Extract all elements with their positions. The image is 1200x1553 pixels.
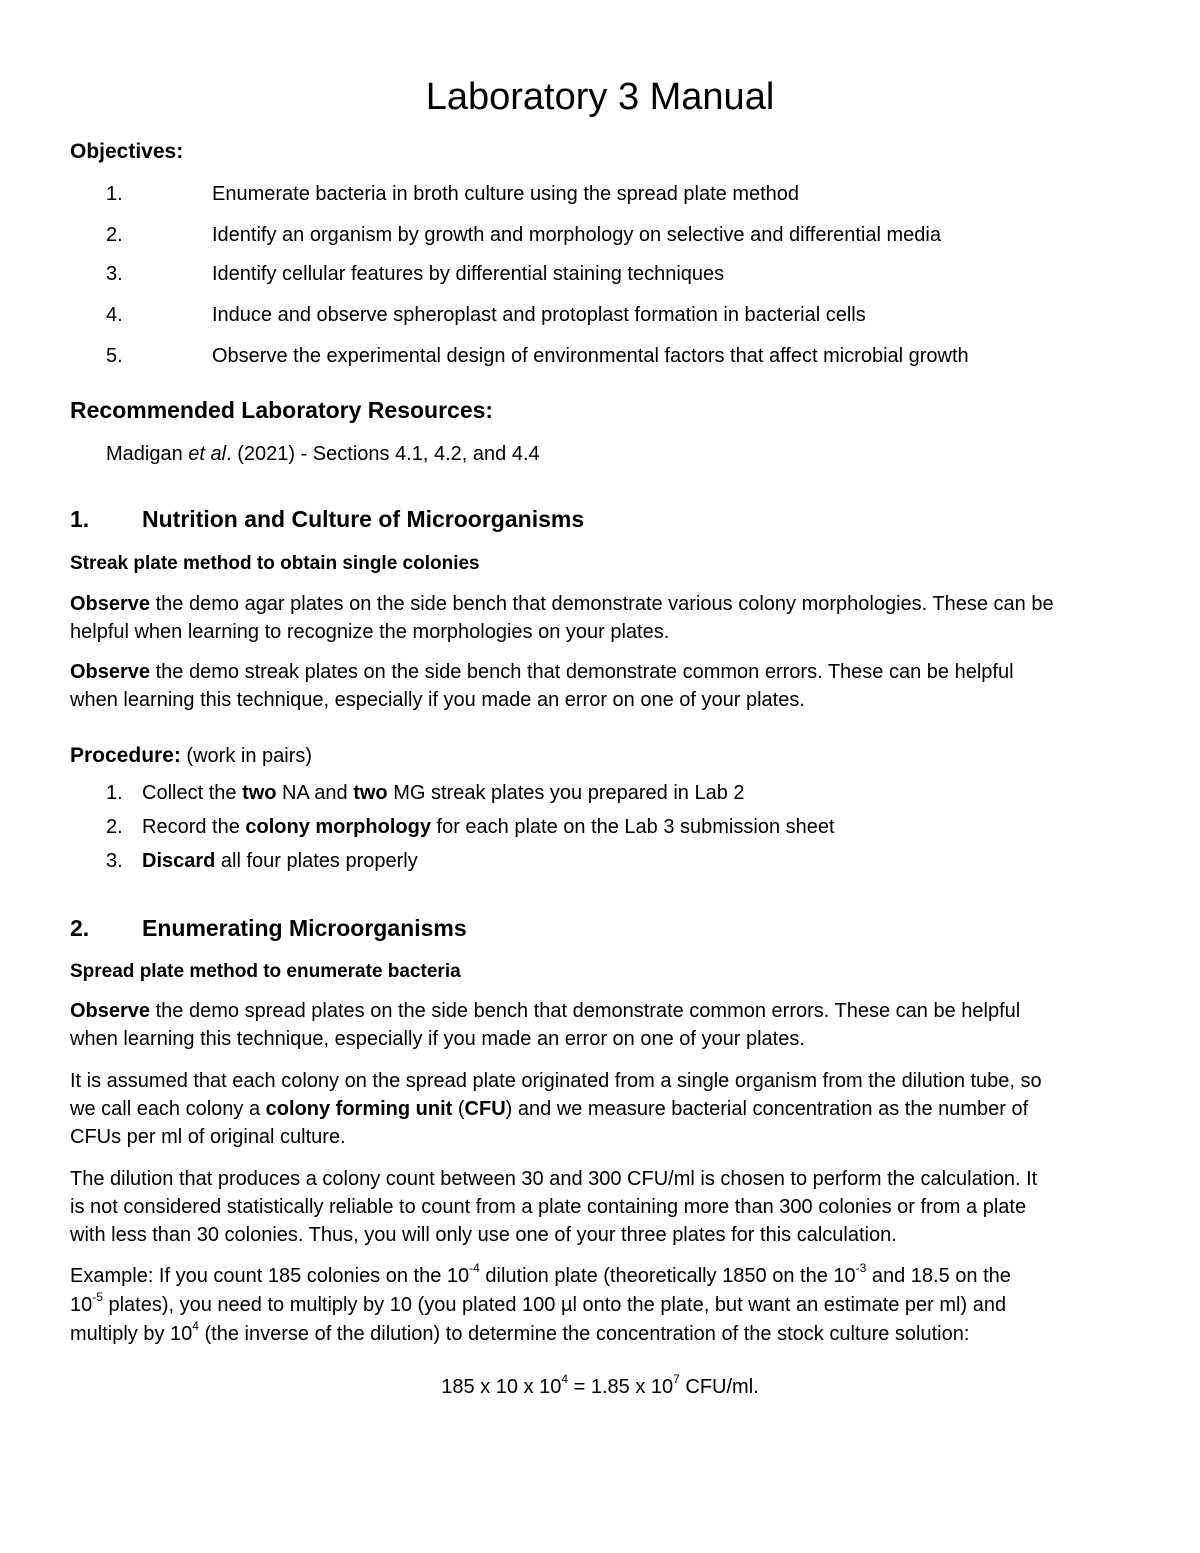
section-1-heading xyxy=(70,505,584,533)
example-line xyxy=(70,1291,1006,1319)
citation-etal: et al xyxy=(188,443,227,465)
paragraph-text: the demo streak plates on the side bench that demonstrate common errors. These can be helpful xyxy=(150,661,1014,683)
objective-text: Enumerate bacteria in broth culture using the spread plate method xyxy=(212,183,800,205)
paragraph-line xyxy=(70,1095,1028,1123)
objective-number: 4. xyxy=(106,304,123,326)
objective-number: 3. xyxy=(106,263,123,285)
paragraph-text: we call each colony a xyxy=(70,1098,266,1120)
bold-term: CFU xyxy=(464,1098,506,1120)
bold-term: colony morphology xyxy=(245,816,431,838)
example-line xyxy=(70,1262,1011,1290)
resources-citation xyxy=(106,440,540,468)
bold-term: Discard xyxy=(142,850,216,872)
procedure-step xyxy=(70,813,835,841)
step-text: MG streak plates you prepared in Lab 2 xyxy=(387,782,745,804)
step-number: 3. xyxy=(106,850,123,872)
paragraph-line: helpful when learning to recognize the morphologies on your plates. xyxy=(70,621,670,643)
step-text: for each plate on the Lab 3 submission sheet xyxy=(430,816,835,838)
document-title: Laboratory 3 Manual xyxy=(425,76,775,118)
calculation-equation xyxy=(0,1373,1200,1401)
paragraph-text: ( xyxy=(452,1098,465,1120)
objectives-heading: Objectives: xyxy=(70,140,184,163)
resources-heading: Recommended Laboratory Resources: xyxy=(70,397,494,423)
section-number: 1. xyxy=(70,506,90,532)
section-number: 2. xyxy=(70,915,90,941)
paragraph-line: is not considered statistically reliable to count from a plate containing more than 300 colonies or from a plate xyxy=(70,1196,1027,1218)
equation-text: = 1.85 x 10 xyxy=(568,1376,674,1398)
exponent: -3 xyxy=(855,1261,867,1276)
paragraph-text: the demo agar plates on the side bench that demonstrate various colony morphologies. These can be xyxy=(150,593,1054,615)
citation-details: . (2021) - Sections 4.1, 4.2, and 4.4 xyxy=(226,443,540,465)
bold-term: Observe xyxy=(70,593,151,615)
example-text: dilution plate (theoretically 1850 on the 10 xyxy=(479,1265,856,1287)
objective-text: Induce and observe spheroplast and protoplast formation in bacterial cells xyxy=(212,304,866,326)
paragraph-line xyxy=(70,658,1014,686)
example-text: multiply by 10 xyxy=(70,1323,193,1345)
objective-item xyxy=(70,221,941,249)
paragraph-line xyxy=(70,590,1054,618)
section-title: Enumerating Microorganisms xyxy=(142,915,467,941)
paragraph-line xyxy=(70,997,1020,1025)
paragraph-line: when learning this technique, especially if you made an error on one of your plates. xyxy=(70,1028,805,1050)
objective-item xyxy=(70,301,866,329)
step-text: Record the xyxy=(142,816,246,838)
example-line xyxy=(70,1320,969,1348)
exponent: -5 xyxy=(92,1290,103,1305)
step-text: all four plates properly xyxy=(215,850,418,872)
example-text: (the inverse of the dilution) to determine the concentration of the stock culture solution: xyxy=(198,1323,970,1345)
paragraph-line: The dilution that produces a colony count between 30 and 300 CFU/ml is chosen to perform the calculation. It xyxy=(70,1168,1038,1190)
procedure-heading xyxy=(70,742,312,770)
bold-term: Observe xyxy=(70,661,151,683)
objective-text: Identify an organism by growth and morphology on selective and differential media xyxy=(212,224,941,246)
bold-term: Observe xyxy=(70,1000,151,1022)
exponent: 7 xyxy=(673,1372,680,1387)
objective-item xyxy=(70,260,724,288)
bold-term: colony forming unit xyxy=(265,1098,453,1120)
citation-author: Madigan xyxy=(106,443,189,465)
equation-text: CFU/ml. xyxy=(679,1376,759,1398)
example-text: Example: If you count 185 colonies on the 10 xyxy=(70,1265,470,1287)
objective-number: 1. xyxy=(106,183,123,205)
paragraph-text: the demo spread plates on the side bench that demonstrate common errors. These can be helpful xyxy=(150,1000,1021,1022)
procedure-label: Procedure: xyxy=(70,744,181,767)
paragraph-line: when learning this technique, especially if you made an error on one of your plates. xyxy=(70,689,805,711)
paragraph-line: with less than 30 colonies. Thus, you will only use one of your three plates for this calculation. xyxy=(70,1224,897,1246)
procedure-step xyxy=(70,847,418,875)
objective-item xyxy=(70,342,969,370)
step-text: NA and xyxy=(276,782,354,804)
objective-text: Observe the experimental design of environmental factors that affect microbial growth xyxy=(212,345,969,367)
procedure-note: (work in pairs) xyxy=(180,745,313,767)
paragraph-text: ) and we measure bacterial concentration as the number of xyxy=(505,1098,1029,1120)
equation-text: 185 x 10 x 10 xyxy=(441,1376,562,1398)
exponent: -4 xyxy=(469,1261,480,1276)
example-text: 10 xyxy=(70,1294,93,1316)
section-2-heading xyxy=(70,914,467,942)
bold-term: two xyxy=(242,782,277,804)
section-2-subheading: Spread plate method to enumerate bacteria xyxy=(70,961,461,982)
exponent: 4 xyxy=(192,1319,199,1334)
exponent: 4 xyxy=(561,1372,569,1387)
step-number: 2. xyxy=(106,816,123,838)
paragraph-line: CFUs per ml of original culture. xyxy=(70,1126,346,1148)
step-number: 1. xyxy=(106,782,123,804)
objective-number: 2. xyxy=(106,224,123,246)
section-title: Nutrition and Culture of Microorganisms xyxy=(142,506,585,532)
example-text: plates), you need to multiply by 10 (you plated 100 µl onto the plate, but want an estimate per ml) and xyxy=(102,1294,1007,1316)
objective-item xyxy=(70,180,799,208)
step-text: Collect the xyxy=(142,782,243,804)
bold-term: two xyxy=(353,782,388,804)
example-text: and 18.5 on the xyxy=(866,1265,1011,1287)
objective-text: Identify cellular features by differential staining techniques xyxy=(212,263,725,285)
section-1-subheading: Streak plate method to obtain single colonies xyxy=(70,553,480,574)
procedure-step xyxy=(70,779,745,807)
objective-number: 5. xyxy=(106,345,123,367)
paragraph-line: It is assumed that each colony on the spread plate originated from a single organism from the dilution tube, so xyxy=(70,1070,1042,1092)
